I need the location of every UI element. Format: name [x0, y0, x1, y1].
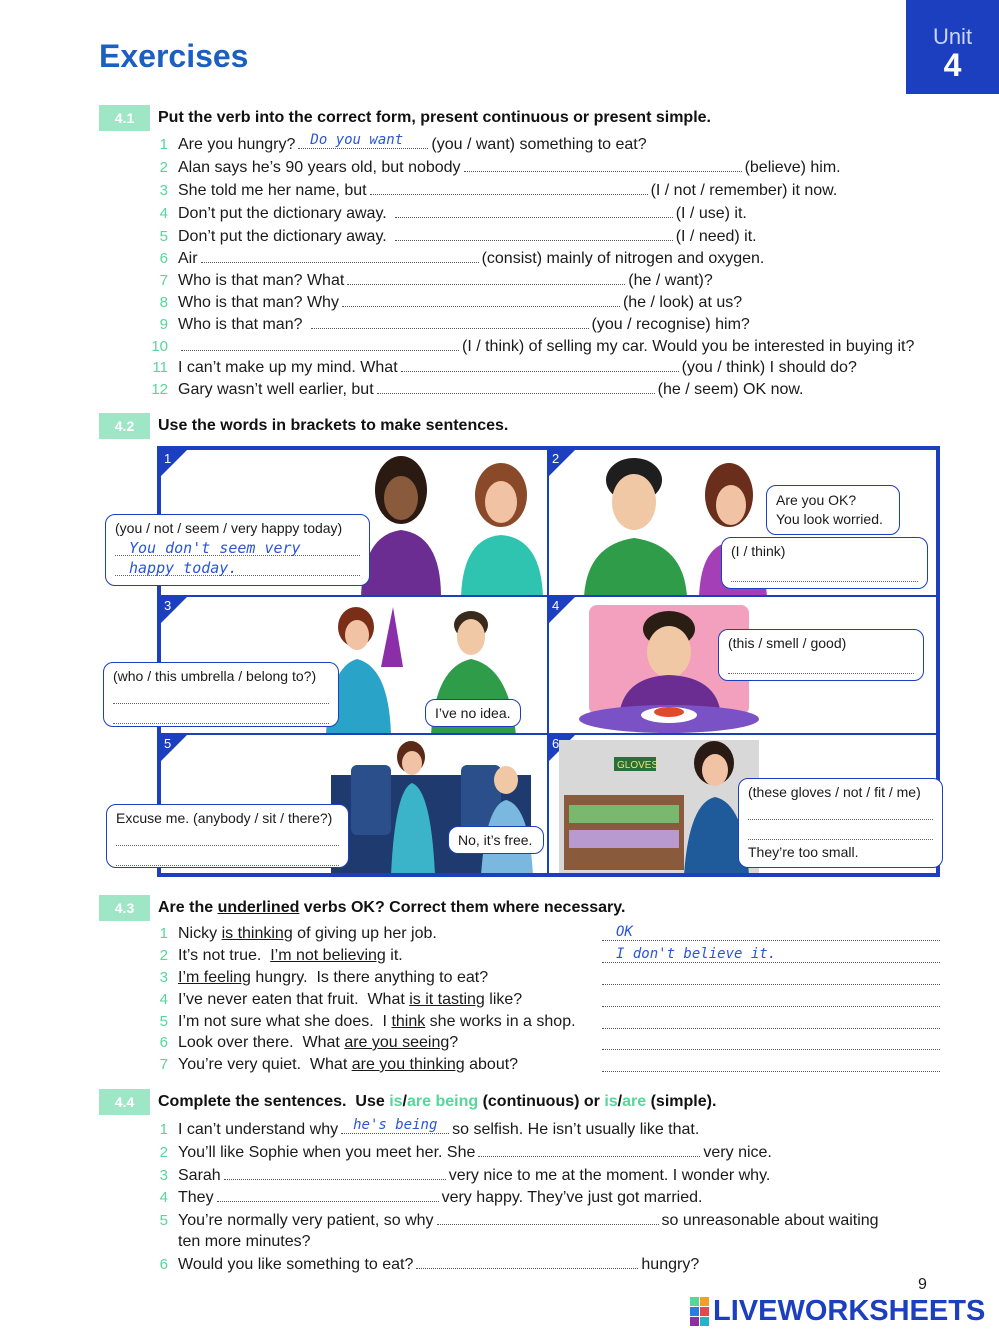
answer-field[interactable]	[342, 293, 620, 307]
answer-field[interactable]	[464, 158, 742, 172]
answer-field[interactable]	[116, 828, 339, 846]
answer-field[interactable]	[115, 538, 360, 556]
ex43-item: 3 I’m feeling hungry. Is there anything to eat?	[159, 969, 489, 986]
speech-bubble-2	[766, 485, 900, 535]
item-number: 9	[159, 316, 168, 333]
prompt-bubble-6	[738, 778, 943, 868]
answer-field[interactable]	[602, 967, 940, 985]
answer-field[interactable]	[416, 1255, 638, 1269]
ex43-item: 7 You’re very quiet. What are you thinking about?	[159, 1056, 519, 1073]
item-text: Who is that man? What	[178, 272, 345, 289]
ex44-item: 2 You’ll like Sophie when you meet her. She very nice.	[159, 1144, 772, 1161]
panel-number: 4	[549, 597, 571, 619]
answer-field[interactable]	[602, 989, 940, 1007]
answer-field[interactable]	[602, 1054, 940, 1072]
item-number: 10	[151, 338, 168, 355]
panel-number: 3	[161, 597, 183, 619]
ex43-item: 4 I’ve never eaten that fruit. What is it tasting like?	[159, 991, 523, 1008]
answer-field[interactable]	[395, 204, 673, 218]
exercise-number: 4.1	[99, 105, 150, 131]
item-text: Alan says he’s 90 years old, but nobody	[178, 159, 461, 176]
ex41-item	[148, 293, 742, 315]
page-number: 9	[918, 1276, 927, 1293]
ex41-item	[148, 181, 837, 203]
answer-field[interactable]	[401, 358, 679, 372]
answer-field[interactable]	[181, 337, 459, 351]
item-text: (you / want) something to eat?	[431, 136, 647, 153]
panel-number: 1	[161, 450, 183, 472]
ex41-item	[148, 315, 750, 337]
answer-field[interactable]	[217, 1188, 439, 1202]
answer-field[interactable]	[437, 1211, 659, 1225]
exercise-instruction: Are the underlined verbs OK? Correct them where necessary.	[158, 899, 626, 916]
answer-field[interactable]	[224, 1166, 446, 1180]
answer-text: You don't seem very	[129, 539, 301, 557]
exercise-instruction: Complete the sentences. Use is/are being (continuous) or is/are (simple).	[158, 1093, 717, 1110]
exercise-instruction: Put the verb into the correct form, present continuous or present simple.	[158, 109, 711, 126]
answer-field[interactable]	[113, 686, 329, 704]
answer-field[interactable]	[731, 564, 918, 582]
ex43-item: 6 Look over there. What are you seeing ?	[159, 1034, 459, 1051]
item-text: (I / think) of selling my car. Would you be interested in buying it?	[462, 338, 915, 355]
ex44-item: 6 Would you like something to eat? hungry?	[159, 1256, 700, 1273]
two-women-illustration	[341, 450, 548, 596]
prompt-text: (this / smell / good)	[728, 635, 847, 651]
item-text: (I / not / remember) it now.	[650, 182, 838, 199]
exercise-number: 4.2	[99, 413, 150, 439]
answer-field[interactable]	[748, 802, 933, 820]
exercise-4-2-header	[99, 413, 508, 439]
item-text: (believe) him.	[744, 159, 841, 176]
ex44-item: 1 I can’t understand why he's being so selfish. He isn’t usually like that.	[159, 1117, 700, 1138]
reply-bubble-3: I’ve no idea.	[425, 699, 521, 727]
liveworksheets-logo[interactable]	[690, 1295, 985, 1328]
item-number: 6	[159, 250, 168, 267]
answer-text: I don't believe it.	[616, 946, 777, 962]
ex41-item	[148, 358, 857, 380]
answer-field[interactable]	[748, 822, 933, 840]
item-number: 2	[159, 159, 168, 176]
answer-field[interactable]	[341, 1117, 449, 1134]
item-number: 4	[159, 205, 168, 222]
ex44-item: 3 Sarah very nice to me at the moment. I wonder why.	[159, 1167, 771, 1184]
panel-number: 2	[549, 450, 571, 472]
speech-text: Are you OK?	[776, 492, 857, 508]
item-text: Who is that man?	[178, 316, 303, 333]
item-text: (I / need) it.	[675, 228, 757, 245]
answer-field[interactable]	[298, 132, 428, 149]
item-text: (he / want)?	[628, 272, 713, 289]
page-title: Exercises	[99, 38, 249, 74]
ex44-item-continued: ten more minutes?	[178, 1233, 311, 1250]
answer-field[interactable]	[116, 848, 339, 866]
prompt-bubble-2	[721, 537, 928, 589]
answer-text: OK	[616, 924, 633, 940]
ex44-item: 4 They very happy. They’ve just got married.	[159, 1189, 703, 1206]
item-number: 12	[151, 381, 168, 398]
reply-bubble-5: No, it’s free.	[448, 826, 544, 854]
item-text: Don’t put the dictionary away.	[178, 228, 387, 245]
item-text: (he / seem) OK now.	[657, 381, 804, 398]
answer-field[interactable]	[311, 315, 589, 329]
answer-field[interactable]	[602, 923, 940, 941]
prompt-bubble-5	[106, 804, 349, 868]
ex41-item	[148, 271, 713, 293]
item-number: 11	[152, 359, 168, 376]
item-text: (you / recognise) him?	[591, 316, 750, 333]
prompt-text: (you / not / seem / very happy today)	[115, 520, 343, 536]
answer-field[interactable]	[377, 380, 655, 394]
ex43-item: 1 Nicky is thinking of giving up her job.	[159, 925, 437, 942]
item-text: Who is that man? Why	[178, 294, 339, 311]
answer-field[interactable]	[115, 558, 360, 576]
panel-number: 6	[549, 735, 571, 757]
shop-sign: GLOVES	[617, 760, 659, 771]
item-text: She told me her name, but	[178, 182, 367, 199]
answer-field[interactable]	[478, 1143, 700, 1157]
ex41-item	[148, 380, 803, 402]
item-text: (you / think) I should do?	[681, 359, 857, 376]
exercise-4-4-header	[99, 1089, 716, 1115]
ex41-item	[148, 249, 764, 271]
exercise-number: 4.4	[99, 1089, 150, 1115]
item-text: Air	[178, 250, 198, 267]
glove-shop-illustration	[559, 735, 759, 874]
exercise-number: 4.3	[99, 895, 150, 921]
unit-number: 4	[943, 47, 962, 83]
ex41-item	[148, 337, 914, 359]
prompt-bubble-3	[103, 662, 339, 727]
answer-field[interactable]	[113, 706, 329, 724]
ex43-item: 2 It’s not true. I’m not believing it.	[159, 947, 403, 964]
prompt-text: (these gloves / not / fit / me)	[748, 784, 921, 800]
logo-blocks-icon	[690, 1297, 709, 1326]
ex43-item: 5 I’m not sure what she does. I think she works in a shop.	[159, 1013, 576, 1030]
answer-text: he's being	[353, 1117, 438, 1133]
item-number: 5	[159, 228, 168, 245]
item-number: 7	[159, 272, 168, 289]
answer-field[interactable]	[602, 1011, 940, 1029]
answer-field[interactable]	[602, 945, 940, 963]
item-text: I can’t make up my mind. What	[178, 359, 398, 376]
item-text: Don’t put the dictionary away.	[178, 205, 387, 222]
item-number: 3	[159, 182, 168, 199]
answer-field[interactable]	[395, 227, 673, 241]
unit-label: Unit	[932, 24, 973, 49]
ex41-item	[148, 158, 841, 180]
answer-field[interactable]	[370, 181, 648, 195]
exercise-4-3-header	[99, 895, 625, 921]
item-number: 8	[159, 294, 168, 311]
item-text: (consist) mainly of nitrogen and oxygen.	[481, 250, 765, 267]
answer-field[interactable]	[602, 1032, 940, 1050]
answer-field[interactable]	[728, 656, 914, 674]
answer-field[interactable]	[347, 271, 625, 285]
brand-text: LIVEWORKSHEETS	[713, 1295, 986, 1327]
answer-text: happy today.	[129, 559, 238, 577]
item-text: (I / use) it.	[675, 205, 747, 222]
answer-field[interactable]	[201, 249, 479, 263]
item-text: (he / look) at us?	[622, 294, 743, 311]
ex41-item	[148, 204, 747, 226]
prompt-text: Excuse me. (anybody / sit / there?)	[116, 810, 333, 826]
ex41-item	[148, 132, 647, 157]
prompt-text: (who / this umbrella / belong to?)	[113, 668, 317, 684]
item-number: 1	[159, 136, 168, 153]
speech-text: You look worried.	[776, 511, 883, 527]
prompt-bubble-1	[105, 514, 370, 586]
exercise-4-1-header	[99, 105, 711, 131]
answer-text: Do you want	[310, 132, 404, 148]
item-text: Gary wasn’t well earlier, but	[178, 381, 374, 398]
reply-text: They’re too small.	[748, 844, 859, 860]
ex44-item: 5 You’re normally very patient, so why so unreasonable about waiting	[159, 1212, 879, 1229]
item-text: Are you hungry?	[178, 136, 296, 153]
ex41-item	[148, 227, 757, 249]
exercise-instruction: Use the words in brackets to make sentences.	[158, 417, 509, 434]
prompt-bubble-4	[718, 629, 924, 681]
panel-number: 5	[161, 735, 183, 757]
unit-tab	[906, 0, 999, 94]
prompt-text: (I / think)	[731, 543, 786, 559]
